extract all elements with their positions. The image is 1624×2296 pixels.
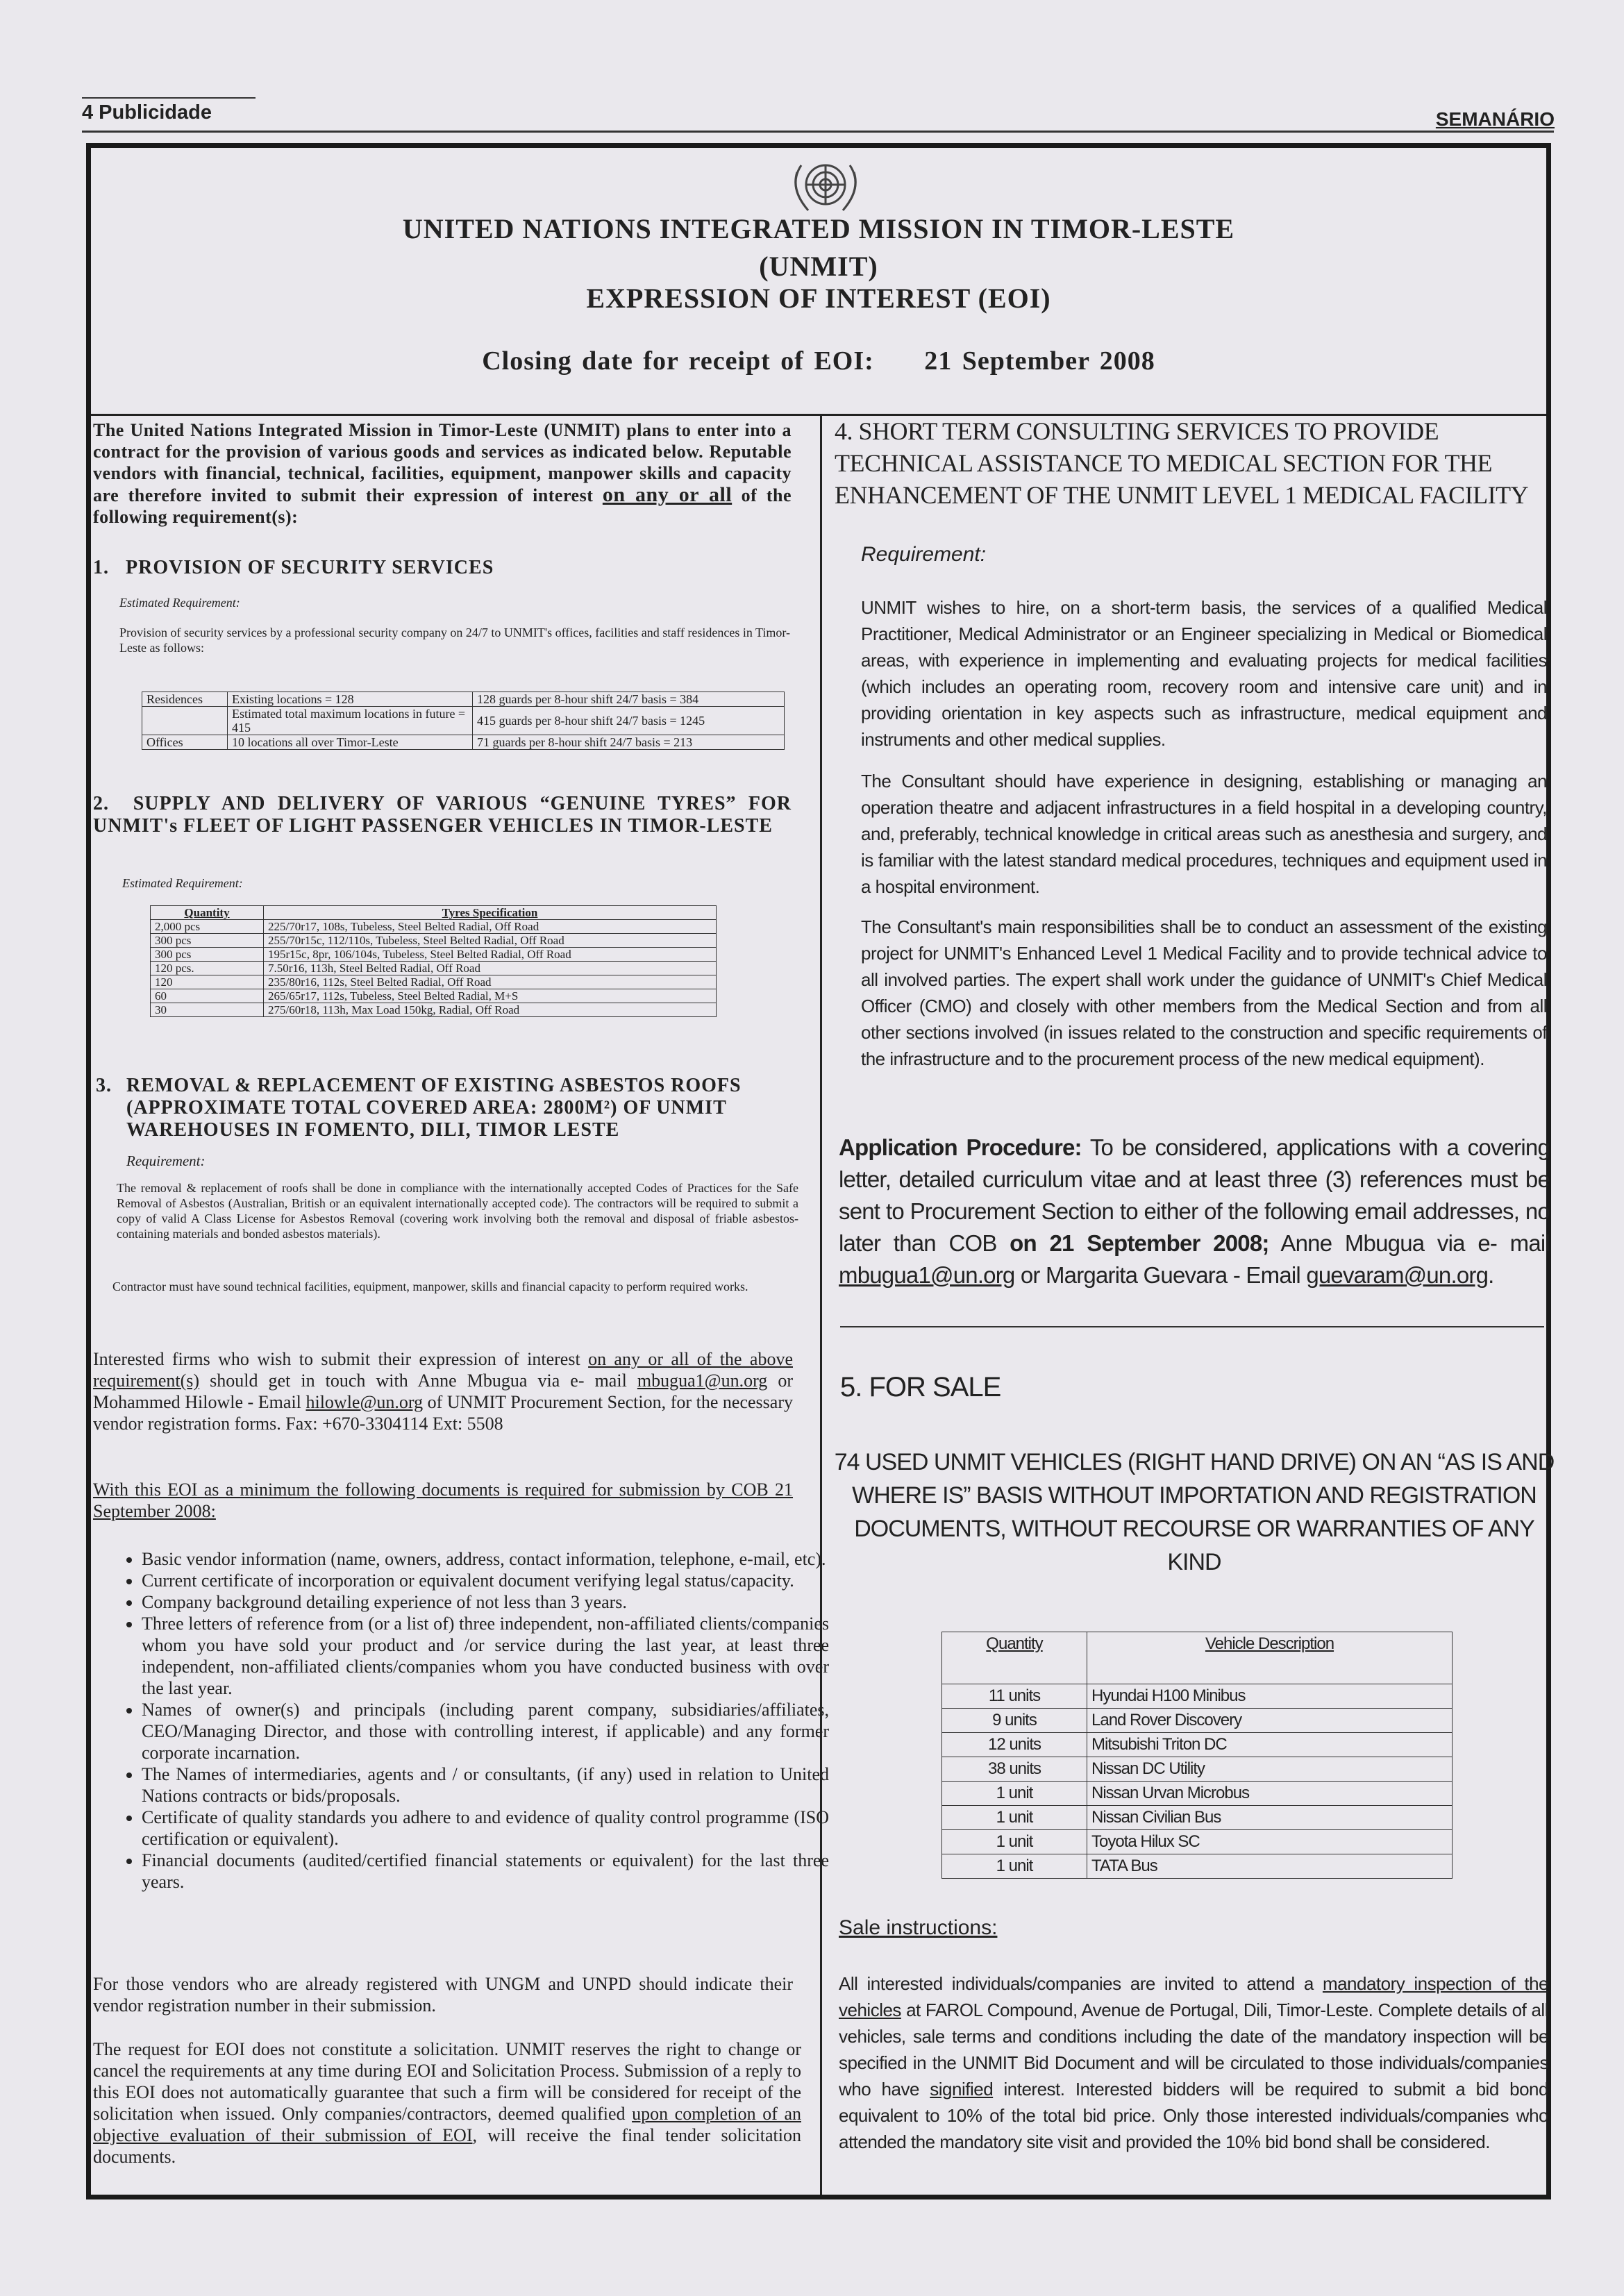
section-4-paragraph-1: UNMIT wishes to hire, on a short-term basis, the services of a qualified Medical Practitioner, Medical Administrator or an Engineer specializing in Medical or Biomedical areas, with experience in implementing and evaluating projects for medical facilities (which includes an operating room, recovery room and intensive care unit) and in providing orientation in key aspects such as infrastructure, medical equipment and instruments and other medical supplies. bbox=[861, 597, 1547, 750]
tyres-table bbox=[150, 905, 717, 1017]
vehicles-header-description: Vehicle Description bbox=[1087, 1632, 1453, 1684]
security-row-cell: Estimated total maximum locations in future = 415 bbox=[228, 707, 473, 735]
section-2-estimated-label: Estimated Requirement: bbox=[122, 876, 243, 890]
tyre-row-cell: 300 pcs bbox=[151, 948, 264, 962]
contact-email-mbugua[interactable]: mbugua1@un.org bbox=[637, 1371, 768, 1391]
security-row-cell: Existing locations = 128 bbox=[228, 692, 473, 707]
tyre-row-cell: 60 bbox=[151, 989, 264, 1003]
doc-title: EXPRESSION OF INTEREST (EOI) bbox=[586, 283, 1051, 314]
tyre-row-cell: 275/60r18, 113h, Max Load 150kg, Radial, Off Road bbox=[264, 1003, 717, 1017]
vehicle-row bbox=[942, 1782, 1453, 1806]
section-2-title: 2. SUPPLY AND DELIVERY OF VARIOUS “GENUINE TYRES” FOR UNMIT's FLEET OF LIGHT PASSENGER VEHICLES IN TIMOR-LESTE bbox=[93, 793, 792, 837]
closing-date-line bbox=[91, 346, 1546, 376]
vehicle-row-cell: 11 units bbox=[942, 1684, 1087, 1709]
tyre-row-cell: 255/70r15c, 112/110s, Tubeless, Steel Belted Radial, Off Road bbox=[264, 934, 717, 948]
closing-label: Closing date for receipt of EOI: bbox=[482, 346, 874, 376]
disclaimer-paragraph: The request for EOI does not constitute a solicitation. UNMIT reserves the right to change or cancel the requirements at any time during EOI and Solicitation Process. Submission of a reply to this EOI does not automatically guarantee that such a firm will be considered for receipt of the solicitation when issued. Only companies/contractors, deemed qualified upon completion of an objective evaluation of their submission of EOI, will receive the final tender solicitation documents. bbox=[93, 2039, 802, 2167]
vehicle-row bbox=[942, 1757, 1453, 1782]
vehicle-row bbox=[942, 1854, 1453, 1879]
security-row bbox=[142, 735, 785, 750]
security-row-cell: 415 guards per 8-hour shift 24/7 basis = 1245 bbox=[473, 707, 785, 735]
tyre-row bbox=[151, 962, 717, 975]
contact-paragraph: Interested firms who wish to submit their expression of interest on any or all of the above requirement(s) should get in touch with Anne Mbugua via e- mail mbugua1@un.org or Mohammed Hilowle - Email hilowle@un.org of UNMIT Procurement Section, for the necessary vendor registration forms. Fax: +670-3304114 Ext: 5508 bbox=[93, 1349, 794, 1434]
vehicle-row-cell: Toyota Hilux SC bbox=[1087, 1830, 1453, 1854]
section-4-paragraph-2: The Consultant should have experience in designing, establishing or managing an operation theatre and adjacent infrastructures in a field hospital in a developing country, and, preferably, technical knowledge in critical areas such as anesthesia and surgery, and is familiar with the latest standard medical procedures, techniques and equipment used in a hospital environment. bbox=[861, 771, 1547, 897]
documents-intro: With this EOI as a minimum the following documents is required for submission by COB 21 September 2008: bbox=[93, 1480, 793, 1521]
tyre-row bbox=[151, 934, 717, 948]
page-number: 4 Publicidade bbox=[82, 101, 212, 124]
security-table bbox=[142, 692, 785, 750]
vehicle-row-cell: Land Rover Discovery bbox=[1087, 1709, 1453, 1733]
documents-list bbox=[114, 1548, 829, 1893]
contact-email-hilowle[interactable]: hilowle@un.org bbox=[305, 1392, 424, 1412]
section-5-subtitle: 74 USED UNMIT VEHICLES (RIGHT HAND DRIVE) ON AN “AS IS AND WHERE IS” BASIS WITHOUT IMPORTATION AND REGISTRATION DOCUMENTS, WITHOUT RECOURSE OR WARRANTIES OF ANY KIND bbox=[834, 1449, 1555, 1575]
security-row-cell: 128 guards per 8-hour shift 24/7 basis = 384 bbox=[473, 692, 785, 707]
security-row bbox=[142, 692, 785, 707]
document-item: • Certificate of quality standards you adhere to and evidence of quality control programme (ISO certification or equivalent). bbox=[142, 1807, 829, 1850]
vehicle-row bbox=[942, 1684, 1453, 1709]
vehicle-row-cell: 38 units bbox=[942, 1757, 1087, 1782]
vehicle-row-cell: 9 units bbox=[942, 1709, 1087, 1733]
section-1-estimated-label: Estimated Requirement: bbox=[119, 596, 240, 610]
header-rule bbox=[82, 131, 1554, 133]
section-1-description: Provision of security services by a professional security company on 24/7 to UNMIT's offices, facilities and staff residences in Timor-Leste as follows: bbox=[119, 626, 791, 655]
org-acronym: (UNMIT) bbox=[759, 251, 878, 282]
document-item: • Current certificate of incorporation or equivalent document verifying legal status/capacity. bbox=[142, 1570, 829, 1591]
sale-instructions-title: Sale instructions: bbox=[839, 1916, 998, 1939]
closing-date: 21 September 2008 bbox=[924, 346, 1155, 376]
vehicles-table bbox=[941, 1632, 1453, 1879]
section-divider bbox=[840, 1326, 1544, 1327]
document-item: • The Names of intermediaries, agents and / or consultants, (if any) used in relation to United Nations contracts or bids/proposals. bbox=[142, 1763, 829, 1807]
section-1-title: 1. PROVISION OF SECURITY SERVICES bbox=[93, 557, 494, 578]
vehicle-row-cell: Hyundai H100 Minibus bbox=[1087, 1684, 1453, 1709]
tyre-row-cell: 120 pcs. bbox=[151, 962, 264, 975]
tyre-row-cell: 195r15c, 8pr, 106/104s, Tubeless, Steel Belted Radial, Off Road bbox=[264, 948, 717, 962]
section-3-requirement-label: Requirement: bbox=[126, 1153, 206, 1169]
newspaper-name: SEMANÁRIO bbox=[1435, 108, 1555, 130]
intro-paragraph: The United Nations Integrated Mission in Timor-Leste (UNMIT) plans to enter into a contract for the provision of various goods and services as indicated below. Reputable vendors with financial, technical, facilities, equipment, manpower skills and capacity are therefore invited to submit their expression of interest on any or all of the following requirement(s): bbox=[93, 420, 792, 527]
un-emblem-icon bbox=[780, 151, 871, 221]
section-3-paragraph-1: The removal & replacement of roofs shall be done in compliance with the internationally accepted Codes of Practices for the Safe Removal of Asbestos (Australian, British or an equivalent internationally accepted code). The contractors will be required to submit a copy of valid A Class License for Asbestos Removal (covering work involving both the removal and disposal of friable asbestos-containing materials and bonded asbestos materials). bbox=[117, 1181, 798, 1241]
vehicle-row-cell: Nissan DC Utility bbox=[1087, 1757, 1453, 1782]
document-item: • Three letters of reference from (or a list of) three independent, non-affiliated clients/companies whom you have sold your product and /or service during the last year, at least three independent, non-affiliated clients/companies whom you have conducted business with over the last year. bbox=[142, 1613, 829, 1699]
application-email-guevara[interactable]: guevaram@un.org bbox=[1306, 1262, 1489, 1288]
document-item: • Company background detailing experience of not less than 3 years. bbox=[142, 1591, 829, 1613]
vehicle-row-cell: TATA Bus bbox=[1087, 1854, 1453, 1879]
application-email-mbugua[interactable]: mbugua1@un.org bbox=[839, 1262, 1015, 1288]
vehicle-row bbox=[942, 1733, 1453, 1757]
section-3-paragraph-2: Contractor must have sound technical facilities, equipment, manpower, skills and financial capacity to perform required works. bbox=[112, 1280, 748, 1293]
tyre-row bbox=[151, 1003, 717, 1017]
tyre-row-cell: 300 pcs bbox=[151, 934, 264, 948]
application-procedure: Application Procedure: To be considered, applications with a covering letter, detailed curriculum vitae and at least three (3) references must be sent to Procurement Section to either of the following email addresses, no later than COB on 21 September 2008; Anne Mbugua via e- mail mbugua1@un.org or Margarita Guevara - Email guevaram@un.org. bbox=[839, 1134, 1550, 1288]
vehicle-row-cell: Mitsubishi Triton DC bbox=[1087, 1733, 1453, 1757]
tyre-row-cell: 265/65r17, 112s, Tubeless, Steel Belted Radial, M+S bbox=[264, 989, 717, 1003]
vehicles-header-quantity: Quantity bbox=[942, 1632, 1087, 1684]
tyre-row-cell: 2,000 pcs bbox=[151, 920, 264, 934]
section-5-title: 5. FOR SALE bbox=[840, 1372, 1001, 1402]
org-title: UNITED NATIONS INTEGRATED MISSION IN TIMOR-LESTE bbox=[402, 213, 1235, 244]
document-item: • Financial documents (audited/certified financial statements or equivalent) for the last three years. bbox=[142, 1850, 829, 1893]
tyres-header-quantity: Quantity bbox=[151, 906, 264, 920]
security-row bbox=[142, 707, 785, 735]
document-item: • Names of owner(s) and principals (including parent company, subsidiaries/affiliates, CEO/Managing Director, and those with controlling interest, if applicable) and any former corporate incarnation. bbox=[142, 1699, 829, 1763]
section-4-requirement-label: Requirement: bbox=[861, 543, 987, 566]
security-row-cell: Offices bbox=[142, 735, 228, 750]
security-row-cell: Residences bbox=[142, 692, 228, 707]
column-divider bbox=[820, 415, 822, 2195]
intro-emphasis: on any or all bbox=[602, 483, 733, 506]
vehicle-row-cell: 1 unit bbox=[942, 1854, 1087, 1879]
tyre-row-cell: 30 bbox=[151, 1003, 264, 1017]
section-3-title: 3. REMOVAL & REPLACEMENT OF EXISTING ASBESTOS ROOFS (APPROXIMATE TOTAL COVERED AREA: 2800M²) OF UNMIT WAREHOUSES IN FOMENTO, DILI, TIMOR LESTE bbox=[96, 1075, 742, 1141]
vehicle-row-cell: 1 unit bbox=[942, 1830, 1087, 1854]
tyre-row bbox=[151, 920, 717, 934]
document-item: • Basic vendor information (name, owners, address, contact information, telephone, e-mail, etc). bbox=[142, 1548, 829, 1570]
tyre-row bbox=[151, 989, 717, 1003]
vehicle-row bbox=[942, 1806, 1453, 1830]
tyre-row-cell: 225/70r17, 108s, Tubeless, Steel Belted Radial, Off Road bbox=[264, 920, 717, 934]
vehicle-row-cell: 1 unit bbox=[942, 1782, 1087, 1806]
security-row-cell bbox=[142, 707, 228, 735]
security-row-cell: 71 guards per 8-hour shift 24/7 basis = 213 bbox=[473, 735, 785, 750]
tyres-header-spec: Tyres Specification bbox=[264, 906, 717, 920]
ungm-paragraph: For those vendors who are already registered with UNGM and UNPD should indicate their vendor registration number in their submission. bbox=[93, 1974, 793, 2016]
tyre-row-cell: 7.50r16, 113h, Steel Belted Radial, Off Road bbox=[264, 962, 717, 975]
section-4-title: 4. SHORT TERM CONSULTING SERVICES TO PROVIDE TECHNICAL ASSISTANCE TO MEDICAL SECTION FOR THE ENHANCEMENT OF THE UNMIT LEVEL 1 MEDICAL FACILITY bbox=[835, 417, 1529, 509]
tyre-row bbox=[151, 975, 717, 989]
vehicle-row-cell: Nissan Urvan Microbus bbox=[1087, 1782, 1453, 1806]
tyre-row-cell: 235/80r16, 112s, Steel Belted Radial, Off Road bbox=[264, 975, 717, 989]
sale-instructions-paragraph: All interested individuals/companies are invited to attend a mandatory inspection of the vehicles at FAROL Compound, Avenue de Portugal, Dili, Timor-Leste. Complete details of all vehicles, sale terms and conditions including the date of the mandatory inspection will be specified in the UNMIT Bid Document and will be circulated to those individuals/companies who have signified interest. Interested bidders will be required to submit a bid bond equivalent to 10% of the total bid price. Only those interested individuals/companies who attended the mandatory site visit and provided the 10% bid bond shall be considered. bbox=[839, 1973, 1548, 2152]
vehicle-row bbox=[942, 1830, 1453, 1854]
vehicle-row-cell: Nissan Civilian Bus bbox=[1087, 1806, 1453, 1830]
vehicle-row-cell: 12 units bbox=[942, 1733, 1087, 1757]
vehicle-row bbox=[942, 1709, 1453, 1733]
header-rule-short bbox=[82, 97, 256, 99]
vehicle-row-cell: 1 unit bbox=[942, 1806, 1087, 1830]
tyre-row bbox=[151, 948, 717, 962]
section-4-paragraph-3: The Consultant's main responsibilities shall be to conduct an assessment of the existing project for UNMIT's Enhanced Level 1 Medical Facility and to provide technical advice to all involved parties. The expert shall work under the guidance of UNMIT's Chief Medical Officer (CMO) and closely with other members from the Medical Section and from all other sections involved (in issues related to the construction and specific requirements of the infrastructure and to the procurement process of the new medical equipment). bbox=[861, 916, 1547, 1069]
security-row-cell: 10 locations all over Timor-Leste bbox=[228, 735, 473, 750]
tyre-row-cell: 120 bbox=[151, 975, 264, 989]
